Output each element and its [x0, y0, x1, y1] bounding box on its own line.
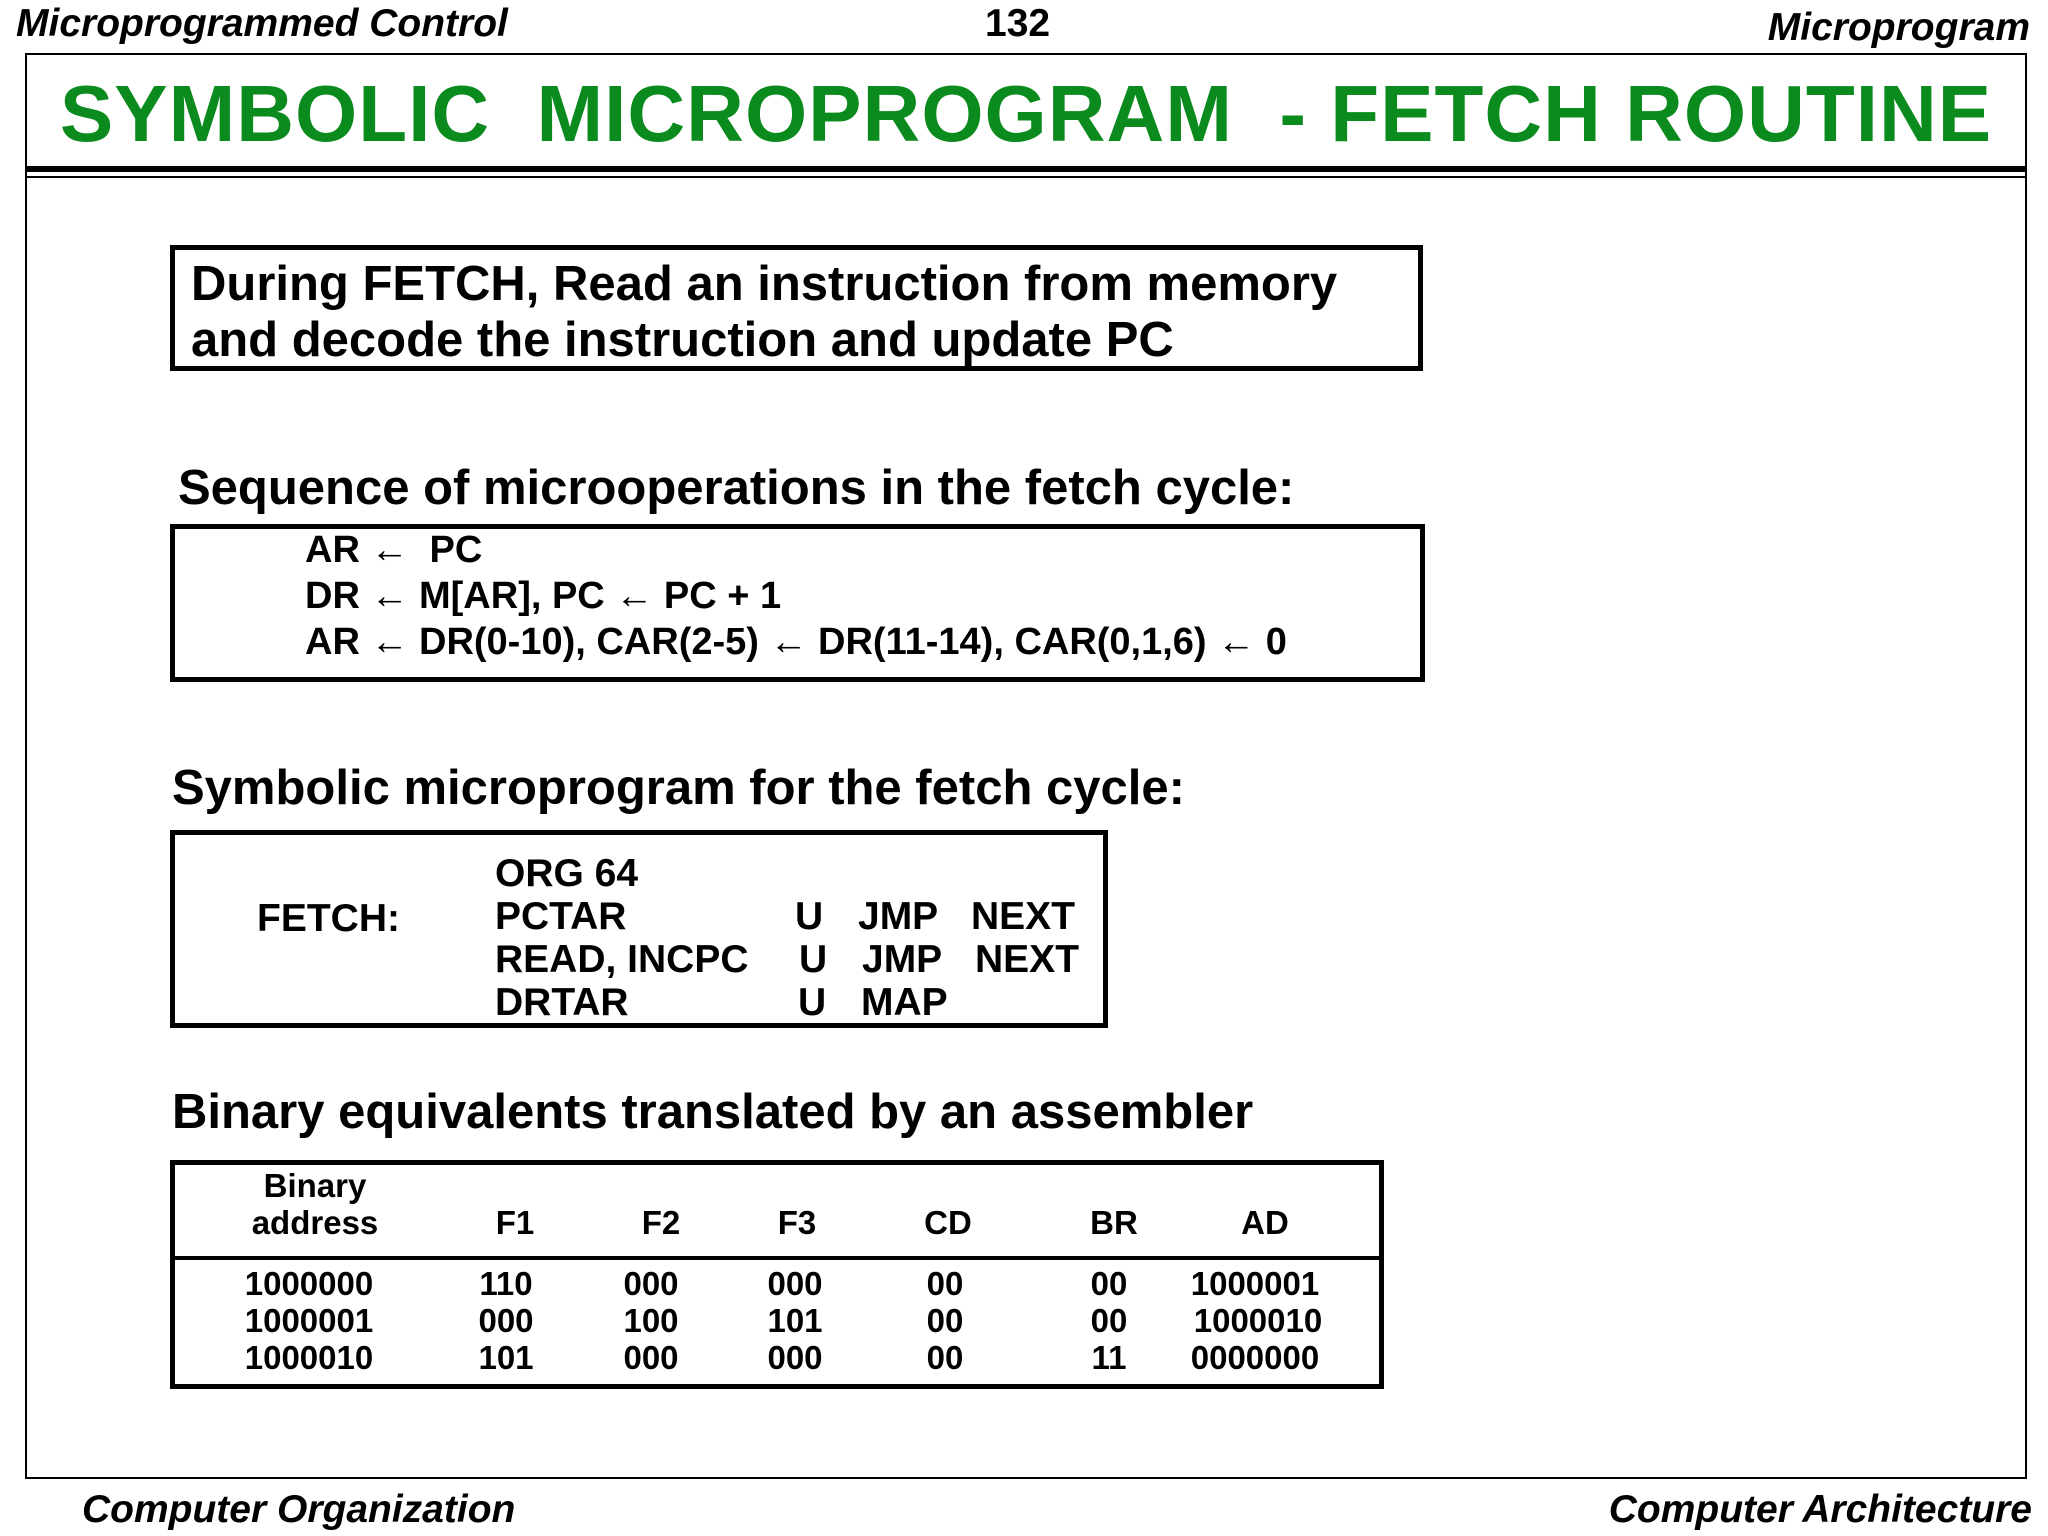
row-2-f3: 101	[767, 1302, 823, 1339]
symbolic-program-box	[170, 830, 1108, 1028]
row-1-br: 00	[1090, 1265, 1128, 1302]
row-1-address: 1000000	[244, 1265, 374, 1302]
intro-box	[170, 245, 1423, 371]
binary-heading: Binary equivalents translated by an assembler	[172, 1085, 1254, 1139]
row-2-address: 1000001	[244, 1302, 374, 1339]
symbolic-row-1-ad: NEXT	[971, 895, 1076, 938]
sequence-heading: Sequence of microoperations in the fetch cycle:	[178, 461, 1295, 515]
row-2-f2: 100	[623, 1302, 679, 1339]
binary-table	[170, 1160, 1384, 1389]
symbolic-row-2-br: JMP	[862, 938, 943, 981]
row-3-f2: 000	[623, 1339, 679, 1376]
title-divider-thick	[25, 166, 2027, 172]
symbolic-row-1-cd: U	[795, 895, 824, 938]
row-2-br: 00	[1090, 1302, 1128, 1339]
row-3-address: 1000010	[244, 1339, 374, 1376]
symbolic-row-3-microops: DRTAR	[495, 981, 629, 1024]
symbolic-row-2-cd: U	[799, 938, 828, 981]
footer-left-title: Computer Organization	[82, 1488, 516, 1531]
column-header-f1: F1	[495, 1204, 535, 1241]
symbolic-row-3-cd: U	[798, 981, 827, 1024]
page-number: 132	[985, 2, 1051, 45]
intro-line-1: During FETCH, Read an instruction from memory	[191, 257, 1338, 311]
slide-title: SYMBOLIC MICROPROGRAM - FETCH ROUTINE	[59, 69, 1993, 158]
symbolic-heading: Symbolic microprogram for the fetch cycle:	[172, 761, 1185, 815]
symbolic-row-3-br: MAP	[861, 981, 948, 1024]
column-header-ad: AD	[1241, 1204, 1289, 1241]
sequence-line-2: DR ← M[AR], PC ← PC + 1	[305, 575, 782, 617]
column-header-cd: CD	[924, 1204, 972, 1241]
intro-line-2: and decode the instruction and update PC	[191, 313, 1174, 367]
org-directive: ORG 64	[495, 852, 639, 895]
header-right-title: Microprogram	[1767, 6, 2030, 49]
row-3-ad: 0000000	[1190, 1339, 1320, 1376]
sequence-box	[170, 524, 1425, 682]
row-3-f1: 101	[478, 1339, 534, 1376]
sequence-line-3: AR ← DR(0-10), CAR(2-5) ← DR(11-14), CAR(0,1,6) ← 0	[305, 621, 1287, 663]
row-3-br: 11	[1091, 1339, 1127, 1376]
column-header-address-line2: address	[251, 1204, 379, 1241]
row-1-f1: 110	[479, 1265, 533, 1302]
symbolic-row-1-microops: PCTAR	[495, 895, 627, 938]
column-header-f2: F2	[641, 1204, 681, 1241]
fetch-label: FETCH:	[257, 897, 400, 940]
title-divider-thin	[25, 176, 2027, 178]
symbolic-row-1-br: JMP	[858, 895, 939, 938]
row-3-f3: 000	[767, 1339, 823, 1376]
header-left-title: Microprogrammed Control	[16, 2, 508, 45]
footer-right-title: Computer Architecture	[1608, 1488, 2032, 1531]
column-header-br: BR	[1090, 1204, 1138, 1241]
symbolic-row-2-ad: NEXT	[975, 938, 1080, 981]
row-1-ad: 1000001	[1190, 1265, 1320, 1302]
row-1-cd: 00	[926, 1265, 964, 1302]
row-1-f3: 000	[767, 1265, 823, 1302]
symbolic-row-2-microops: READ, INCPC	[495, 938, 749, 981]
column-header-f3: F3	[777, 1204, 817, 1241]
sequence-line-1: AR ← PC	[305, 529, 483, 571]
column-header-address-line1: Binary	[263, 1167, 367, 1204]
row-3-cd: 00	[926, 1339, 964, 1376]
row-2-cd: 00	[926, 1302, 964, 1339]
row-2-f1: 000	[478, 1302, 534, 1339]
table-header-divider	[175, 1256, 1379, 1260]
row-2-ad: 1000010	[1193, 1302, 1323, 1339]
row-1-f2: 000	[623, 1265, 679, 1302]
